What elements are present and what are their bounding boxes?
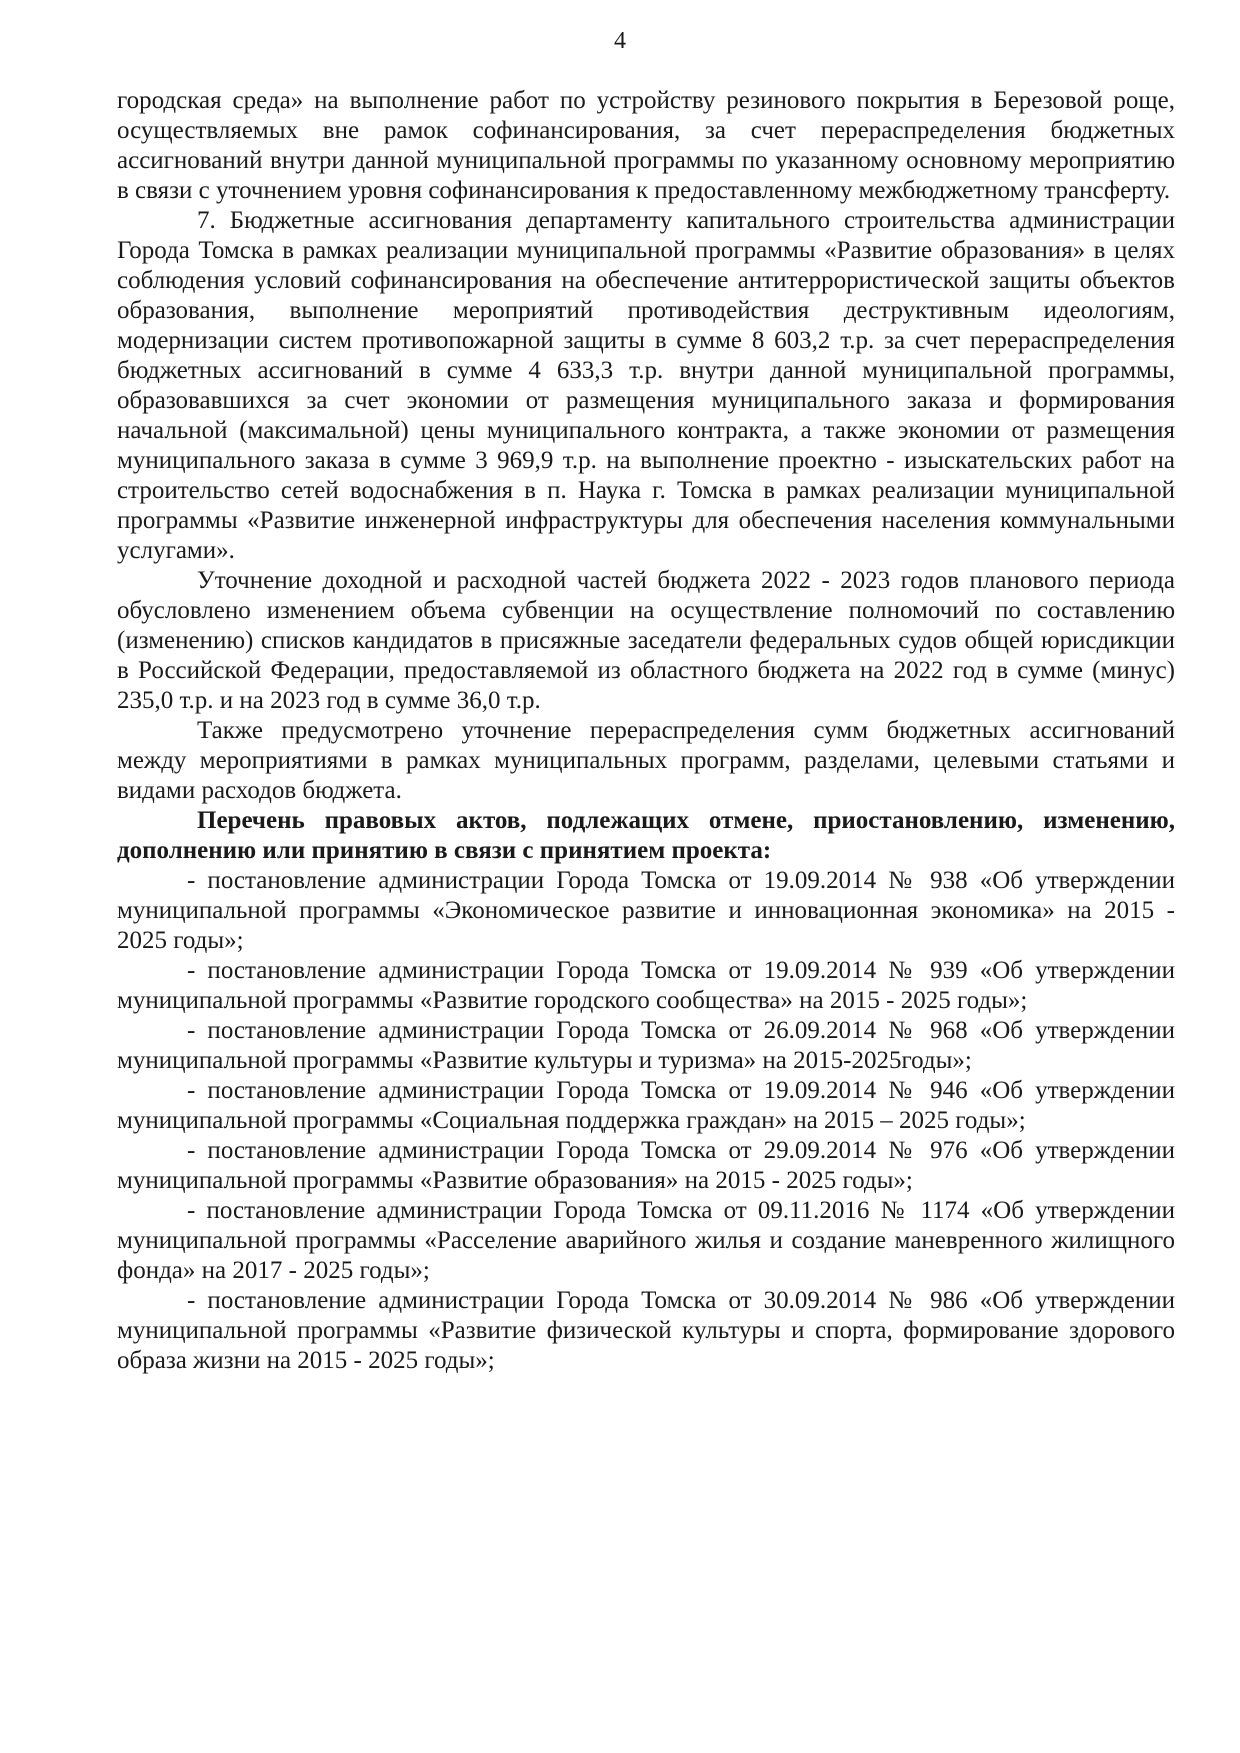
document-body [117,86,1175,1376]
legal-act-item: - постановление администрации Города Томска от 29.09.2014 № 976 «Об утверждении муниципальной программы «Развитие образования» на 2015 - 2025 годы»; [117,1137,1175,1194]
paragraph-subvention: Уточнение доходной и расходной частей бюджета 2022 - 2023 годов планового периода обусловлено изменением объема субвенции на осуществление полномочий по составлению (изменению) списков кандидатов в присяжные заседатели федеральных судов общей юрисдикции в Российской Федерации, предоставляемой из областного бюджета на 2022 год в сумме (минус) 235,0 т.р. и на 2023 год в сумме 36,0 т.р. [117,567,1175,714]
paragraph-item-7: 7. Бюджетные ассигнования департаменту капитального строительства администрации Города Томска в рамках реализации муниципальной программы «Развитие образования» в целях соблюдения условий софинансирования на обеспечение антитеррористической защиты объектов образования, выполнение мероприятий противодействия деструктивным идеологиям, модернизации систем противопожарной защиты в сумме 8 603,2 т.р. за счет перераспределения бюджетных ассигнований в сумме 4 633,3 т.р. внутри данной муниципальной программы, образовавшихся за счет экономии от размещения муниципального заказа и формирования начальной (максимальной) цены муниципального контракта, а также экономии от размещения муниципального заказа в сумме 3 969,9 т.р. на выполнение проектно - изыскательских работ на строительство сетей водоснабжения в п. Наука г. Томска в рамках реализации муниципальной программы «Развитие инженерной инфраструктуры для обеспечения населения коммунальными услугами». [117,207,1175,564]
paragraph-redistribution: Также предусмотрено уточнение перераспределения сумм бюджетных ассигнований между мероприятиями в рамках муниципальных программ, разделами, целевыми статьями и видами расходов бюджета. [117,717,1175,804]
legal-act-item: - постановление администрации Города Томска от 19.09.2014 № 939 «Об утверждении муниципальной программы «Развитие городского сообщества» на 2015 - 2025 годы»; [117,957,1175,1014]
legal-act-item: - постановление администрации Города Томска от 19.09.2014 № 946 «Об утверждении муниципальной программы «Социальная поддержка граждан» на 2015 – 2025 годы»; [117,1077,1175,1134]
page-number: 4 [614,28,626,54]
paragraph-continuation: городская среда» на выполнение работ по устройству резинового покрытия в Березовой роще, осуществляемых вне рамок софинансирования, за счет перераспределения бюджетных ассигнований внутри данной муниципальной программы по указанному основному мероприятию в связи с уточнением уровня софинансирования к предоставленному межбюджетному трансферту. [117,87,1175,204]
legal-act-item: - постановление администрации Города Томска от 19.09.2014 № 938 «Об утверждении муниципальной программы «Экономическое развитие и инновационная экономика» на 2015 - 2025 годы»; [117,867,1175,954]
legal-act-item: - постановление администрации Города Томска от 26.09.2014 № 968 «Об утверждении муниципальной программы «Развитие культуры и туризма» на 2015-2025годы»; [117,1017,1175,1074]
legal-act-item: - постановление администрации Города Томска от 09.11.2016 № 1174 «Об утверждении муниципальной программы «Расселение аварийного жилья и создание маневренного жилищного фонда» на 2017 - 2025 годы»; [117,1197,1175,1284]
legal-act-item: - постановление администрации Города Томска от 30.09.2014 № 986 «Об утверждении муниципальной программы «Развитие физической культуры и спорта, формирование здорового образа жизни на 2015 - 2025 годы»; [117,1287,1175,1374]
section-heading: Перечень правовых актов, подлежащих отмене, приостановлению, изменению, дополнению или принятию в связи с принятием проекта: [117,807,1175,864]
